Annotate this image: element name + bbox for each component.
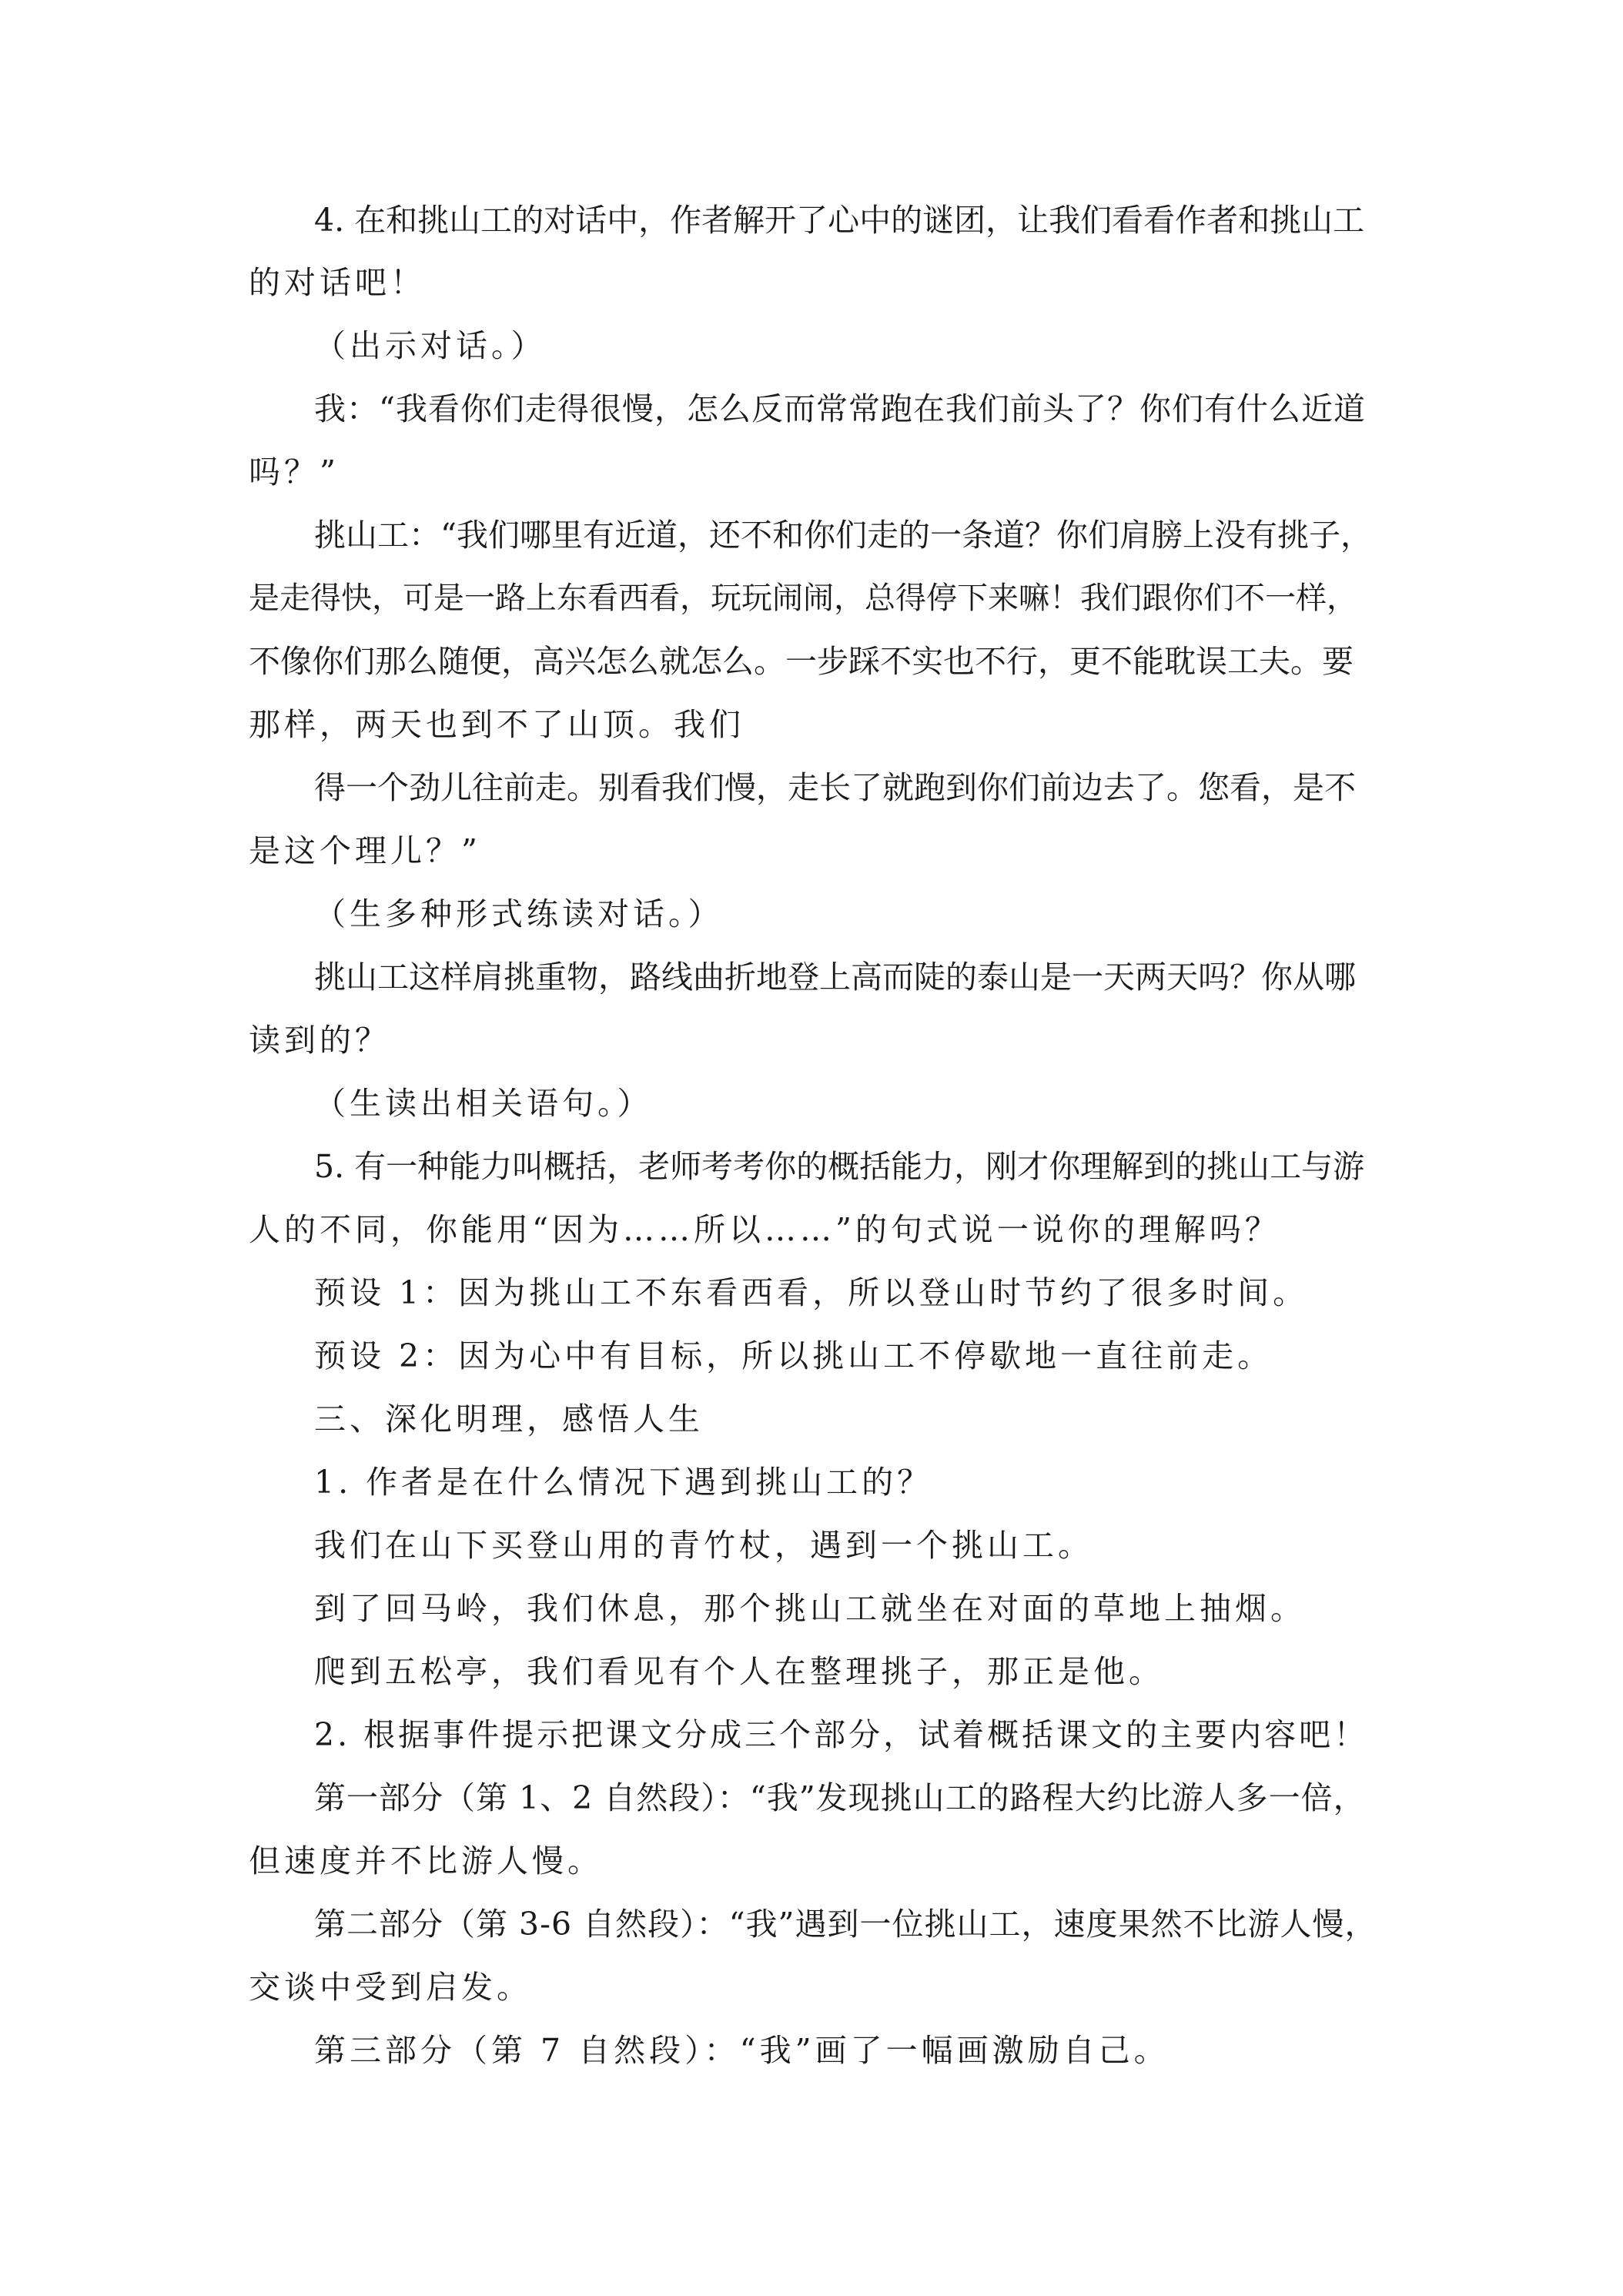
paragraph-line: 挑山工这样肩挑重物，路线曲折地登上高而陡的泰山是一天两天吗？你从哪: [314, 959, 1356, 996]
paragraph-line: 得一个劲儿往前走。别看我们慢，走长了就跑到你们前边去了。您看，是不: [314, 769, 1356, 806]
paragraph-line: 2. 根据事件提示把课文分成三个部分，试着概括课文的主要内容吧！: [314, 1716, 1369, 1753]
paragraph-line: 5. 有一种能力叫概括，老师考考你的概括能力，刚才你理解到的挑山工与游: [314, 1148, 1365, 1185]
paragraph-line: 挑山工：“我们哪里有近道，还不和你们走的一条道？你们肩膀上没有挑子，: [314, 517, 1372, 554]
paragraph-line: 的对话吧！: [249, 264, 426, 301]
paragraph-line: 读到的？: [249, 1022, 390, 1059]
paragraph-line: 是走得快，可是一路上东看西看，玩玩闹闹，总得停下来嘛！我们跟你们不一样，: [249, 581, 1357, 616]
paragraph-line: 到了回马岭，我们休息，那个挑山工就坐在对面的草地上抽烟。: [314, 1590, 1306, 1627]
paragraph-line: 人的不同，你能用“因为……所以……”的句式说一说你的理解吗？: [249, 1211, 1280, 1248]
paragraph-line: （出示对话。）: [314, 327, 547, 364]
paragraph-line: 预设 1：因为挑山工不东看西看，所以登山时节约了很多时间。: [314, 1274, 1309, 1311]
paragraph-line: 1. 作者是在什么情况下遇到挑山工的？: [314, 1464, 933, 1501]
paragraph-line: 爬到五松亭，我们看见有个人在整理挑子，那正是他。: [314, 1653, 1164, 1690]
paragraph-line: 预设 2：因为心中有目标，所以挑山工不停歇地一直往前走。: [314, 1337, 1273, 1374]
paragraph-line: 我：“我看你们走得很慢，怎么反而常常跑在我们前头了？你们有什么近道: [314, 390, 1366, 427]
paragraph-line: 我们在山下买登山用的青竹杖，遇到一个挑山工。: [314, 1527, 1093, 1564]
paragraph-line: 是这个理儿？”: [249, 832, 481, 869]
paragraph-line: 交谈中受到启发。: [249, 1969, 532, 2006]
paragraph-line: 4. 在和挑山工的对话中，作者解开了心中的谜团，让我们看看作者和挑山工: [314, 202, 1365, 239]
paragraph-line: 吗？”: [249, 454, 340, 490]
paragraph-line: 但速度并不比游人慢。: [249, 1842, 603, 1879]
paragraph-line: （生读出相关语句。）: [314, 1085, 653, 1122]
paragraph-line: 第一部分（第 1、2 自然段）：“我”发现挑山工的路程大约比游人多一倍，: [314, 1779, 1366, 1816]
section-heading: 三、深化明理，感悟人生: [314, 1401, 704, 1438]
paragraph-line: 第二部分（第 3-6 自然段）：“我”遇到一位挑山工，速度果然不比游人慢，: [314, 1906, 1377, 1943]
paragraph-line: 那样，两天也到不了山顶。我们: [249, 706, 745, 743]
paragraph-line: 不像你们那么随便，高兴怎么就怎么。一步踩不实也不行，更不能耽误工夫。要: [249, 643, 1354, 680]
paragraph-line: 第三部分（第 7 自然段）：“我”画了一幅画激励自己。: [314, 2032, 1170, 2069]
paragraph-line: （生多种形式练读对话。）: [314, 895, 724, 932]
